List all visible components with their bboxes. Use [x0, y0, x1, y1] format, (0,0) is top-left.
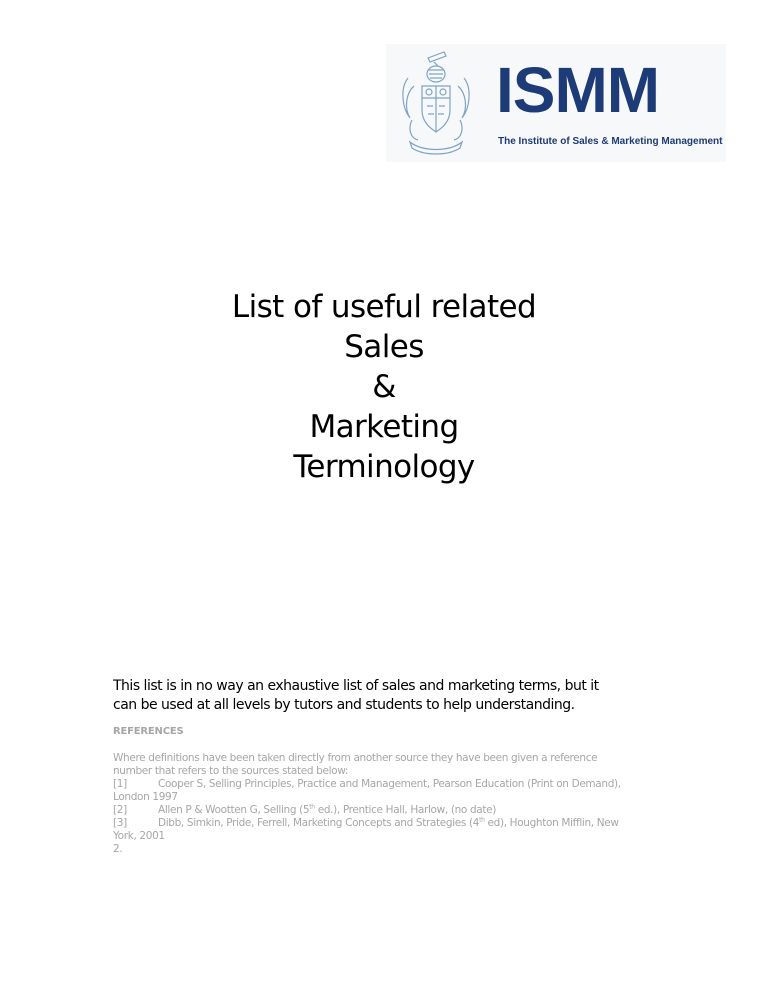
superscript: th [309, 803, 315, 811]
reference-number: [2] [113, 804, 127, 816]
reference-item [113, 804, 673, 817]
reference-text: ed.), Prentice Hall, Harlow, (no date) [314, 804, 496, 816]
ismm-logo [386, 44, 726, 162]
intro-line: can be used at all levels by tutors and students to help understanding. [113, 697, 575, 713]
title-line: Marketing [309, 409, 459, 445]
reference-item [113, 817, 673, 830]
reference-text: Cooper S, Selling Principles, Practice and Management, Pearson Education (Print on Demand), [158, 778, 621, 790]
reference-text: Allen P & Wootten G, Selling (5 [158, 804, 310, 816]
references-intro-line: Where definitions have been taken directly from another source they have been given a reference [113, 752, 598, 764]
logo-subtitle: The Institute of Sales & Marketing Management [498, 136, 723, 147]
title-line: Terminology [293, 449, 475, 485]
references-section [113, 752, 673, 856]
reference-continuation: York, 2001 [113, 830, 165, 842]
title-line: List of useful related [231, 289, 537, 325]
reference-text: Dibb, Simkin, Pride, Ferrell, Marketing Concepts and Strategies (4 [158, 817, 480, 829]
intro-line: This list is in no way an exhaustive list of sales and marketing terms, but it [113, 678, 599, 694]
document-title [0, 287, 768, 487]
reference-item [113, 778, 673, 791]
reference-text: ed), Houghton Mifflin, New [484, 817, 619, 829]
coat-of-arms-icon [398, 48, 474, 158]
logo-wordmark: ISMM [496, 54, 660, 126]
list-number: 2. [113, 843, 123, 855]
reference-number: [3] [113, 817, 127, 829]
title-line: & [372, 369, 396, 405]
reference-continuation: London 1997 [113, 791, 178, 803]
references-intro-line: number that refers to the sources stated below: [113, 765, 349, 777]
references-heading: REFERENCES [113, 726, 184, 737]
reference-number: [1] [113, 778, 127, 790]
title-line: Sales [344, 329, 424, 365]
intro-paragraph [113, 677, 673, 715]
superscript: th [479, 816, 485, 824]
